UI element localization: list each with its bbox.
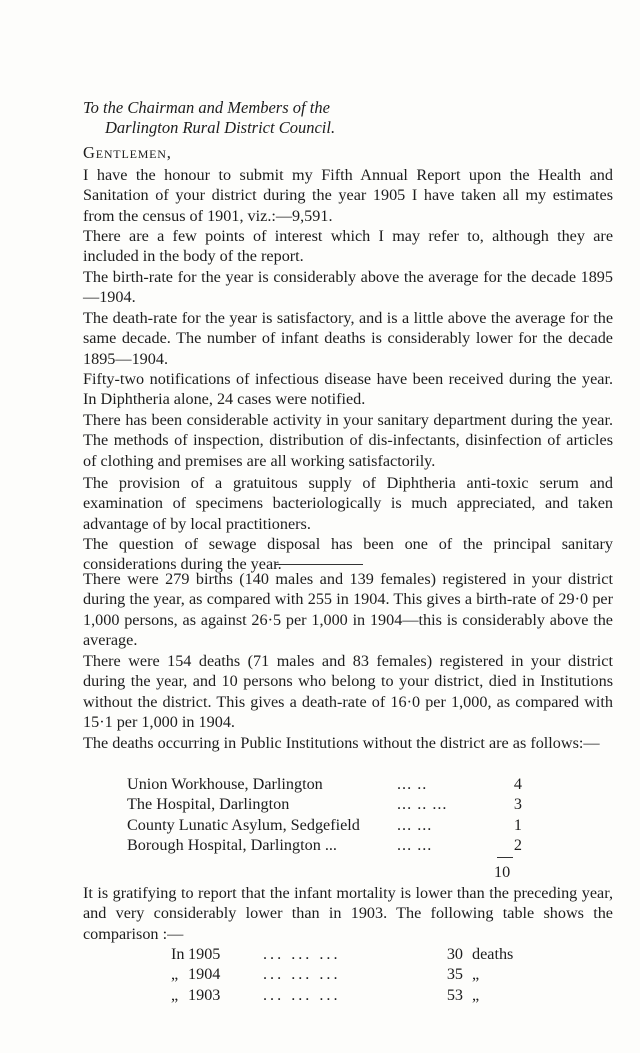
leader-dots: ... .. ... — [397, 795, 448, 814]
list-item — [127, 835, 607, 855]
institution-count: 4 — [513, 775, 522, 793]
row-prefix: In — [171, 945, 185, 963]
paragraph-diphtheria-serum: The provision of a gratuitous supply of Diphtheria anti-toxic serum and examination of specimens bacteriologically is much appreciated, and taken advantage of by local practitioners. — [83, 474, 613, 533]
row-unit: deaths — [472, 945, 514, 963]
list-item — [127, 774, 607, 794]
row-year: 1904 — [188, 965, 221, 984]
leader-dots: ... ... ... — [263, 965, 341, 984]
institution-count: 3 — [513, 795, 522, 814]
table-row — [171, 985, 591, 1005]
institutions-total: 10 — [494, 863, 511, 881]
paragraph-births: There were 279 births (140 males and 139 females) registered in your district during the year, as compared with 255 in 1904. This gives a birth-rate of 29·0 per 1,000 persons, as against 26·5 per 1,000 in 1904—this is considerably above the average. — [83, 570, 613, 650]
table-row — [171, 964, 591, 984]
infant-deaths-table — [171, 944, 591, 1005]
row-year: 1905 — [188, 945, 221, 963]
section-divider — [275, 564, 363, 565]
address-line-1: To the Chairman and Members of the — [83, 98, 330, 117]
institution-name: Borough Hospital, Darlington ... — [127, 836, 337, 855]
leader-dots: ... ... — [397, 836, 433, 855]
row-count: 35 — [446, 965, 463, 984]
paragraph-intro: I have the honour to submit my Fifth Annual Report upon the Health and Sanitation of your district during the year 1905 I have taken all my estimates from the census of 1901, viz.:—9,591. — [83, 166, 613, 225]
leader-dots: ... ... ... — [263, 945, 341, 963]
paragraph-death-rate-summary: The death-rate for the year is satisfactory, and is a little above the average for the same decade. The number of infant deaths is considerably lower for the decade 1895—1904. — [83, 309, 613, 368]
paragraph-notifications: Fifty-two notifications of infectious disease have been received during the year. In Diphtheria alone, 24 cases were notified. — [83, 370, 613, 409]
institution-name: Union Workhouse, Darlington — [127, 775, 323, 793]
paragraph-sewage: The question of sewage disposal has been one of the principal sanitary considerations during the year. — [83, 535, 613, 574]
institutions-list — [127, 774, 607, 856]
institution-name: The Hospital, Darlington — [127, 795, 290, 814]
row-prefix: „ — [171, 965, 179, 984]
leader-dots: ... .. — [397, 775, 428, 793]
row-year: 1903 — [188, 985, 221, 1004]
row-prefix: „ — [171, 985, 179, 1004]
paragraph-infant-mortality: It is gratifying to report that the infant mortality is lower than the preceding year, and very considerably lower than in 1903. The following table shows the comparison :— — [83, 884, 613, 943]
list-item — [127, 794, 607, 814]
row-count: 53 — [446, 985, 463, 1004]
address-line-2: Darlington Rural District Council. — [105, 118, 336, 137]
list-item — [127, 815, 607, 835]
paragraph-institutions-intro: The deaths occurring in Public Institutions without the district are as follows:— — [83, 734, 600, 752]
salutation: Gentlemen, — [83, 143, 172, 162]
table-row — [171, 944, 591, 964]
institution-name: County Lunatic Asylum, Sedgefield — [127, 815, 360, 834]
paragraph-birth-rate-summary: The birth-rate for the year is considerably above the average for the decade 1895—1904. — [83, 268, 613, 307]
institution-count: 1 — [513, 815, 522, 834]
row-count: 30 — [446, 945, 463, 963]
leader-dots: ... ... ... — [263, 985, 341, 1004]
leader-dots: ... ... — [397, 815, 433, 834]
institution-count: 2 — [513, 836, 522, 855]
paragraph-sanitary-department: There has been considerable activity in your sanitary department during the year. The methods of inspection, distribution of dis-infectants, disinfection of articles of clothing and premises are all working satisfactorily. — [83, 411, 613, 470]
paragraph-deaths: There were 154 deaths (71 males and 83 females) registered in your district during the year, and 10 persons who belong to your district, died in Institutions without the district. This gives a death-rate of 16·0 per 1,000, as compared with 15·1 per 1,000 in 1904. — [83, 652, 613, 732]
row-unit: „ — [472, 965, 480, 984]
paragraph-points-of-interest: There are a few points of interest which I may refer to, although they are included in the body of the report. — [83, 227, 613, 266]
row-unit: „ — [472, 985, 480, 1004]
total-rule — [497, 857, 513, 858]
